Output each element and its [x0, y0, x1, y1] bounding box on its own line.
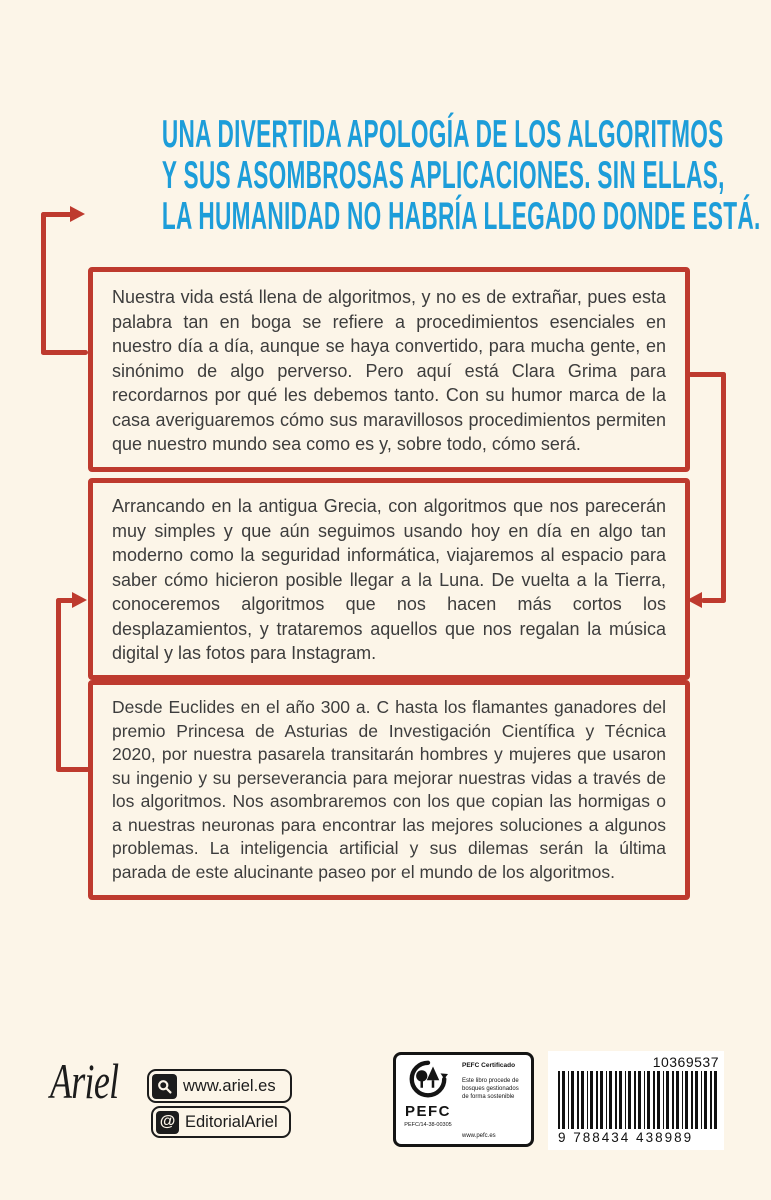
website-badge — [147, 1069, 292, 1103]
arrow-line — [56, 598, 61, 772]
pefc-logo-icon — [408, 1060, 448, 1103]
barcode-icon — [558, 1071, 719, 1129]
headline-line-1: UNA DIVERTIDA APOLOGÍA DE LOS ALGORITMOS — [161, 113, 724, 156]
search-icon — [152, 1074, 177, 1099]
publisher-logo: Ariel — [50, 1053, 119, 1109]
social-badge — [151, 1106, 291, 1138]
pefc-license-number: PEFC/14-38-00305 — [404, 1122, 452, 1128]
synopsis-paragraph-2: Arrancando en la antigua Grecia, con algoritmos que nos parecerán muy simples y que aún seguimos usando hoy en día en algo tan moderno como la seguridad informática, viajaremos al espacio para saber cómo hicieron posible llegar a la Luna. De vuelta a la Tierra, conoceremos algoritmos que nos hacen más cortos los desplazamientos, y trataremos aquellos que nos regalan la música digital y las fotos para Instagram. — [112, 496, 666, 663]
pefc-right-column — [460, 1055, 531, 1144]
pefc-certificate-badge — [393, 1052, 534, 1147]
pefc-url: www.pefc.es — [462, 1133, 496, 1139]
arrow-head-right-icon — [70, 206, 85, 222]
arrow-line — [721, 372, 726, 603]
synopsis-paragraph-1: Nuestra vida está llena de algoritmos, y no es de extrañar, pues esta palabra tan en boga se refiere a procedimientos esenciales en nuestro día a día, aunque se haya convertido, para mucha gente, en sinónimo de algo perverso. Pero aquí está Clara Grima para recordarnos por qué les debemos tanto. Con su humor marca de la casa averiguaremos cómo sus maravillosos procedimientos permiten que nuestro mundo sea como es y, sobre todo, cómo será. — [112, 287, 666, 454]
barcode-block — [548, 1051, 724, 1150]
arrow-line — [56, 767, 90, 772]
barcode-isbn-digits: 9 788434 438989 — [558, 1130, 694, 1145]
pefc-left-column — [396, 1055, 460, 1144]
pefc-description: Este libro procede de bosques gestionados de forma sostenible — [462, 1078, 519, 1100]
social-handle: EditorialAriel — [185, 1112, 278, 1131]
at-icon: @ — [156, 1111, 179, 1134]
synopsis-paragraph-3: Desde Euclides en el año 300 a. C hasta los flamantes ganadores del premio Princesa de Asturias de Investigación Científica y Técnica 2020, por nuestra pasarela transitarán hombres y mujeres que usaron su ingenio y su perseverancia para mejorar nuestras vidas a través de los algoritmos. Nos asombraremos con los que copian las hormigas o a nuestras neuronas para encontrar las mejores soluciones a algunos problemas. La inteligencia artificial y sus dilemas serán la última parada de este alucinante paseo por el mundo de los algoritmos. — [112, 697, 666, 882]
headline-line-2: Y SUS ASOMBROSAS APLICACIONES. SIN ELLAS, — [161, 154, 725, 197]
headline — [0, 114, 771, 237]
arrow-line — [701, 598, 726, 603]
barcode-top-number: 10369537 — [652, 1054, 719, 1070]
website-url: www.ariel.es — [183, 1076, 276, 1095]
arrow-line — [41, 212, 46, 355]
pefc-wordmark: PEFC — [404, 1103, 451, 1120]
synopsis-box-1 — [88, 267, 690, 472]
arrow-line — [41, 350, 88, 355]
arrow-head-right-icon — [72, 592, 87, 608]
synopsis-box-3 — [88, 680, 690, 900]
synopsis-box-2 — [88, 478, 690, 680]
pefc-title: PEFC Certificado — [462, 1062, 516, 1069]
headline-line-3: LA HUMANIDAD NO HABRÍA LLEGADO DONDE ESTÁ. — [161, 195, 761, 238]
